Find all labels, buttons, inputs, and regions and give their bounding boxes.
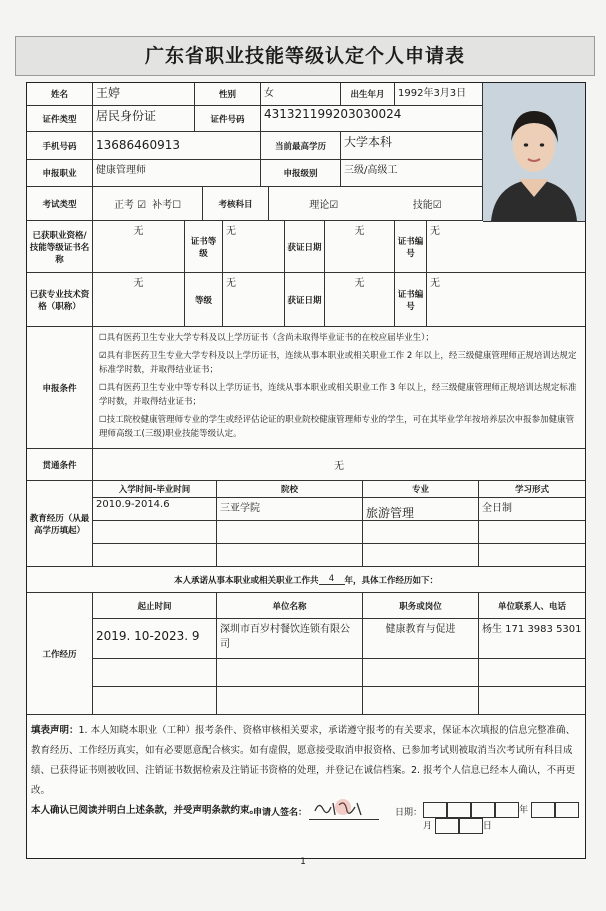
date-month-box[interactable] [531,802,555,818]
edu-empty-cell [363,521,479,544]
work-contact: 杨生 171 3983 5301 [479,619,585,659]
education-label: 教育经历（从最高学历填起） [27,481,93,567]
signature-field[interactable] [309,797,379,820]
gender-value: 女 [261,83,341,106]
date-boxes [423,802,585,834]
day-label: 日 [482,821,492,832]
id-no-label: 证件号码 [195,106,261,132]
exam-type-value [93,187,203,221]
date-year-box[interactable] [423,802,447,818]
edu-empty-cell [479,544,585,567]
edu-empty-cell [217,544,363,567]
level-value: 三级/高级工 [341,160,483,187]
id-type-label: 证件类型 [27,106,93,132]
work-label: 工作经历 [27,593,93,715]
edu-empty-cell [479,521,585,544]
date-obtained-label: 获证日期 [285,221,325,273]
id-no-value: 431321199203030024 [261,106,483,132]
phone-value: 13686460913 [93,132,261,160]
work-years-statement [27,567,585,593]
skill-cert-label: 已获职业资格/技能等级证书名称 [27,221,93,273]
edu-major: 旅游管理 [363,498,479,521]
work-years-suffix: 年，具体工作经历如下： [344,575,439,586]
level-label: 申报级别 [261,160,341,187]
tech-no-label: 证书编号 [395,273,427,327]
edu-header-period: 入学时间-毕业时间 [93,481,217,498]
date-label: 日期： [395,808,423,818]
signature-row [27,797,585,832]
skill-cert-no: 无 [427,221,585,273]
edu-empty-cell [363,544,479,567]
skill-cert-date: 无 [325,221,395,273]
condition-item[interactable]: ☐技工院校健康管理师专业的学生或经评估论证的职业院校健康管理师专业的学生，可在其毕业学年按培养层次申报参加健康管理师高级工(三级)职业技能等级认定。 [99,415,575,439]
month-label: 月 [423,821,433,832]
tech-date-label: 获证日期 [285,273,325,327]
form-title: 广东省职业技能等级认定个人申请表 [15,36,595,76]
date-day-box[interactable] [435,818,459,834]
name-value: 王婷 [93,83,195,106]
edu-header-major: 专业 [363,481,479,498]
date-month-box[interactable] [555,802,579,818]
work-empty-cell [363,687,479,715]
work-header-company: 单位名称 [217,593,363,619]
work-empty-cell [363,659,479,687]
work-header-period: 起止时间 [93,593,217,619]
conditions-list [93,327,585,449]
work-period: 2019. 10-2023. 9 [93,619,217,659]
birth-value: 1992年3月3日 [395,83,483,106]
tech-cert-no: 无 [427,273,585,327]
birth-label: 出生年月 [341,83,395,106]
edu-school: 三亚学院 [217,498,363,521]
work-empty-cell [479,687,585,715]
work-empty-cell [217,659,363,687]
edu-header-school: 院校 [217,481,363,498]
skill-cert-name: 无 [93,221,185,273]
work-empty-cell [479,659,585,687]
application-form [26,82,586,859]
conditions-label: 申报条件 [27,327,93,449]
work-years-value: 4 [319,574,345,585]
skill-checkbox[interactable]: 技能☑ [412,200,442,211]
confirm-text: 本人确认已阅读并明白上述条款，并受声明条款约束。 [31,805,260,816]
phone-label: 手机号码 [27,132,93,160]
edu-header-mode: 学习形式 [479,481,585,498]
declaration-section [27,715,585,858]
cert-no-label: 证书编号 [395,221,427,273]
work-empty-cell [217,687,363,715]
work-years-prefix: 本人承诺从事本职业或相关职业工作共 [173,575,319,586]
cert-level-label: 证书等级 [185,221,223,273]
edu-empty-cell [93,521,217,544]
applicant-photo [483,83,585,222]
edu-empty-cell [93,544,217,567]
date-day-box[interactable] [459,818,483,834]
occupation-value: 健康管理师 [93,160,261,187]
page-number: 1 [300,857,306,867]
tech-cert-level: 无 [223,273,285,327]
grade-label: 等级 [185,273,223,327]
edu-period: 2010.9-2014.6 [93,498,217,521]
edu-empty-cell [217,521,363,544]
gender-label: 性别 [195,83,261,106]
sign-label: 申请人签名： [253,808,308,818]
work-empty-cell [93,687,217,715]
name-label: 姓名 [27,83,93,106]
year-label: 年 [519,805,529,816]
id-type-value: 居民身份证 [93,106,195,132]
through-label: 贯通条件 [27,449,93,481]
theory-checkbox[interactable]: 理论☑ [309,200,339,211]
occupation-label: 申报职业 [27,160,93,187]
work-header-position: 职务或岗位 [363,593,479,619]
tech-cert-label: 已获专业技术资格（职称） [27,273,93,327]
exam-makeup-checkbox[interactable]: 补考☐ [152,200,182,211]
edu-value: 大学本科 [341,132,483,160]
subject-value [269,187,483,221]
tech-cert-name: 无 [93,273,185,327]
exam-type-label: 考试类型 [27,187,93,221]
subject-label: 考核科目 [203,187,269,221]
work-header-contact: 单位联系人、电话 [479,593,585,619]
work-company: 深圳市百岁村餐饮连锁有限公司 [217,619,363,659]
condition-item[interactable]: ☑具有非医药卫生专业大学专科及以上学历证书，连续从事本职业或相关职业工作 2 年以上，经三级健康管理师正规培训达规定标准学时数，并取得结业证书； [99,351,577,375]
work-position: 健康教育与促进 [363,619,479,659]
tech-cert-date: 无 [325,273,395,327]
through-value: 无 [93,449,585,481]
exam-regular-checkbox[interactable]: 正考 ☑ [113,200,147,211]
date-year-box[interactable] [447,802,471,818]
condition-item[interactable]: ☐具有医药卫生专业中等专科以上学历证书，连续从事本职业或相关职业工作 3 年以上，经三级健康管理师正规培训达规定标准学时数，并取得结业证书； [99,383,577,407]
skill-cert-level: 无 [223,221,285,273]
declaration-title: 填表声明： [31,725,79,736]
edu-label: 当前最高学历 [261,132,341,160]
date-year-box[interactable] [471,802,495,818]
declaration-text: 1. 本人知晓本职业（工种）报考条件、资格审核相关要求，承诺遵守报考的有关要求，保证本次填报的信息完整准确、教育经历、工作经历真实，如有必要愿意配合核实。如有虚假，愿意接受取消申报资格、已参加考试则被取消当次考试所有科目成绩、已获得证书则被收回、注销证书数据检索及注销证书资格的处理，并登记在诚信档案。2. 报考个人信息已经本人确认，不再更改。 [31,725,576,796]
handwritten-signature [309,797,379,819]
condition-item[interactable]: ☐具有医药卫生专业大学专科及以上学历证书（含尚未取得毕业证书的在校应届毕业生）； [99,333,434,343]
portrait-image [483,83,585,221]
work-empty-cell [93,659,217,687]
date-year-box[interactable] [495,802,519,818]
edu-mode: 全日制 [479,498,585,521]
